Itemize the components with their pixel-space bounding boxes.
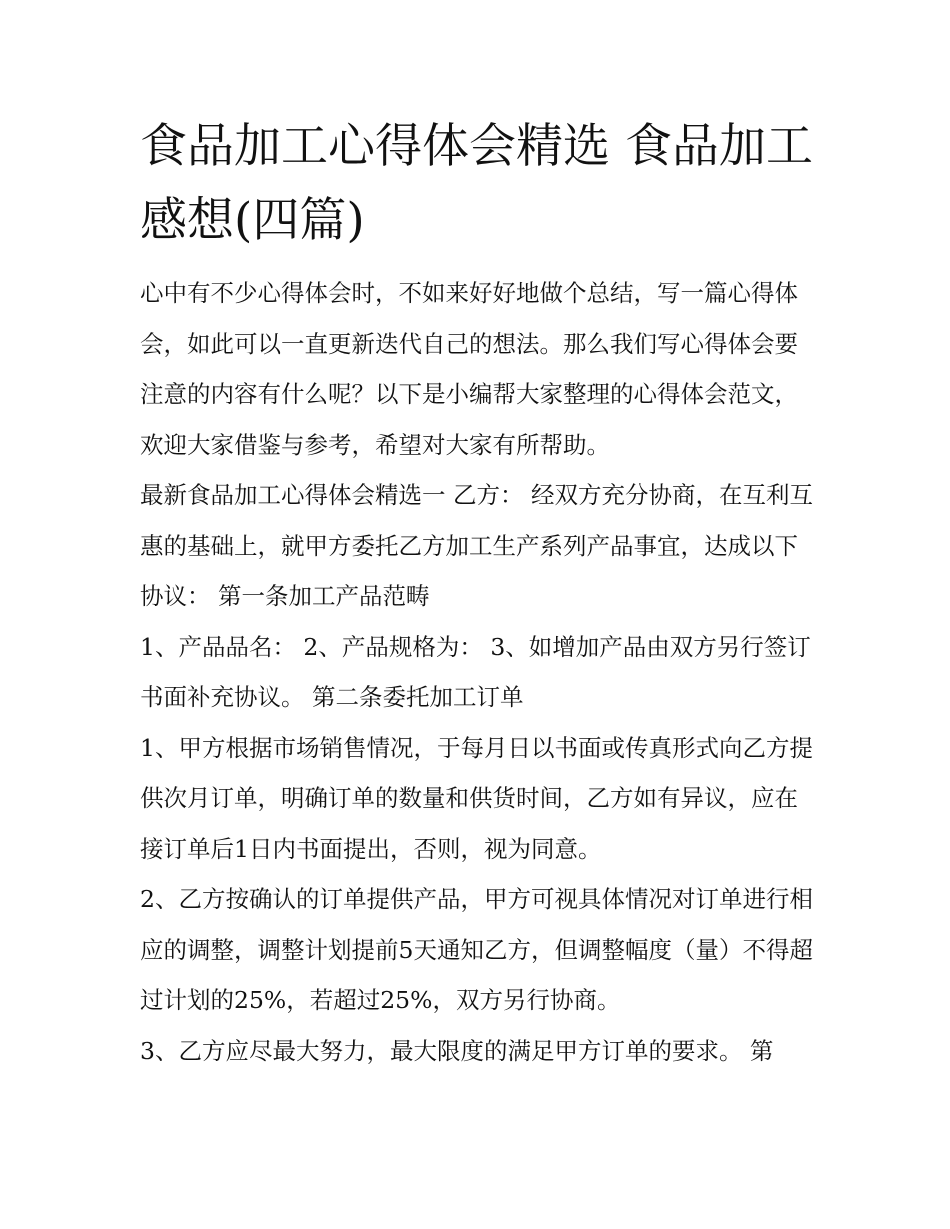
product-clause-paragraph: 1、产品品名： 2、产品规格为： 3、如增加产品由双方另行签订书面补充协议。 第二条委托加工订单: [140, 632, 811, 711]
document-body: [140, 110, 820, 1076]
order-clause-3-paragraph: 3、乙方应尽最大努力，最大限度的满足甲方订单的要求。 第: [140, 1036, 774, 1065]
document-title: 食品加工心得体会精选 食品加工感想(四篇): [140, 119, 813, 248]
agreement-paragraph: 最新食品加工心得体会精选一 乙方： 经双方充分协商，在互利互惠的基础上，就甲方委托乙方加工生产系列产品事宜，达成以下协议： 第一条加工产品范畴: [140, 481, 813, 610]
intro-paragraph: 心中有不少心得体会时，不如来好好地做个总结，写一篇心得体会，如此可以一直更新迭代自己的想法。那么我们写心得体会要注意的内容有什么呢？以下是小编帮大家整理的心得体会范文，欢迎大家借鉴与参考，希望对大家有所帮助。: [140, 279, 798, 459]
order-clause-1-paragraph: 1、甲方根据市场销售情况，于每月日以书面或传真形式向乙方提供次月订单，明确订单的数量和供货时间，乙方如有异议，应在接订单后1日内书面提出，否则，视为同意。: [140, 733, 813, 863]
order-clause-2-paragraph: 2、乙方按确认的订单提供产品，甲方可视具体情况对订单进行相应的调整，调整计划提前5天通知乙方，但调整幅度（量）不得超过计划的25%，若超过25%，双方另行协商。: [140, 885, 813, 1014]
